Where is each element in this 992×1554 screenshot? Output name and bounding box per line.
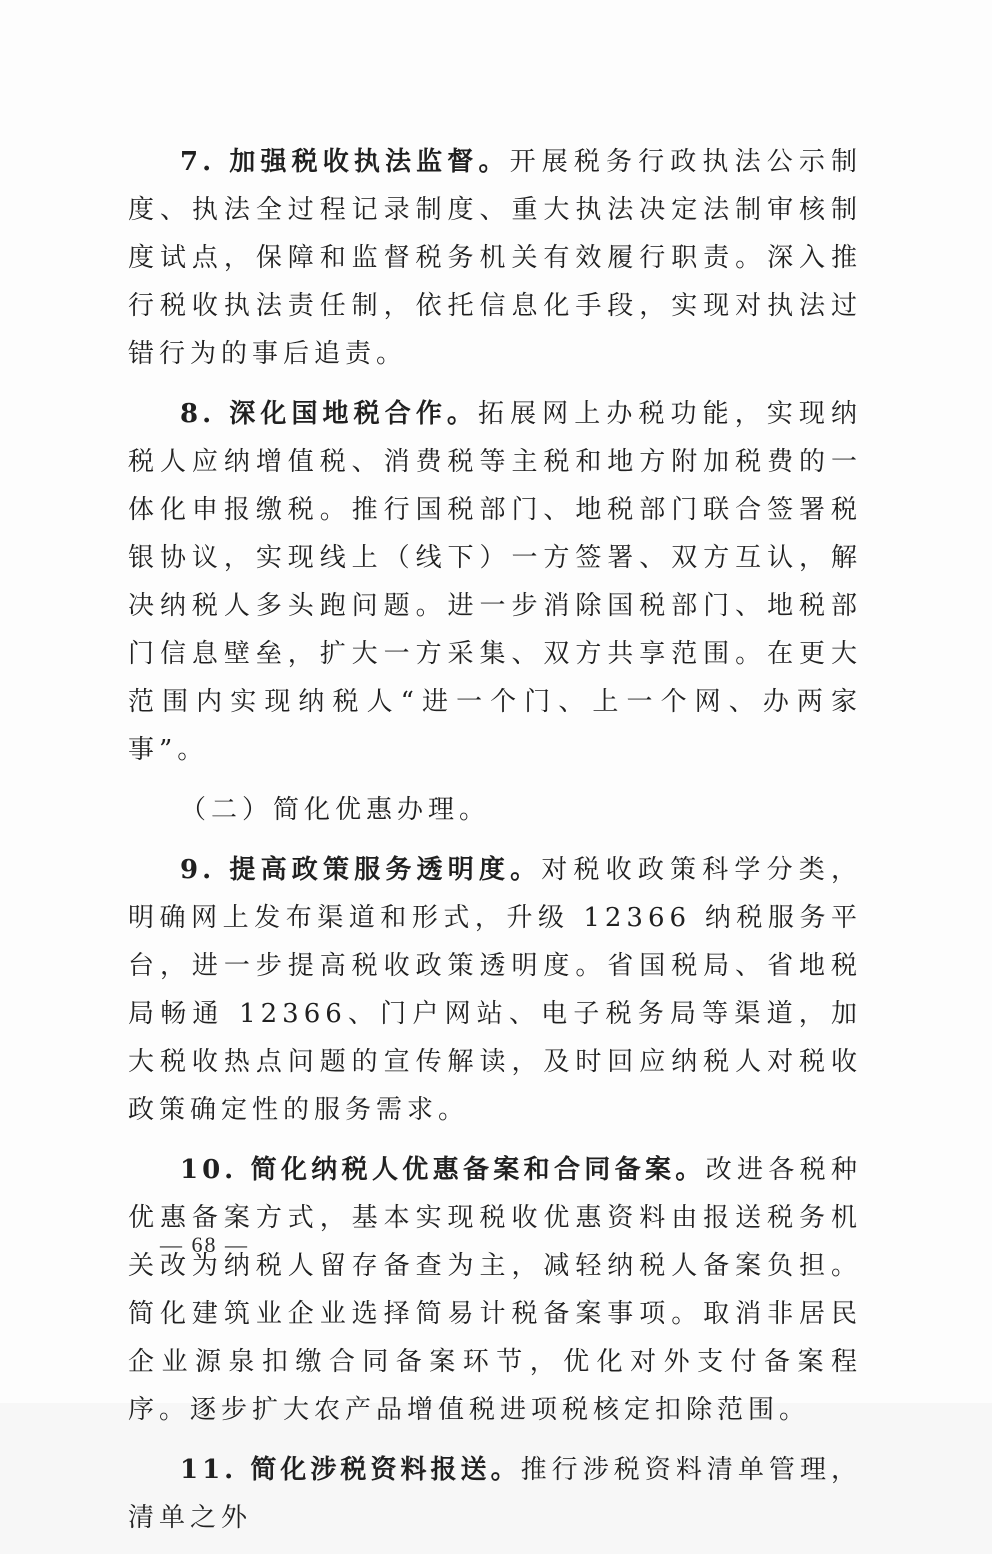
paragraph-heading: 9. 提高政策服务透明度。 (180, 855, 542, 885)
paragraph-10 (128, 1146, 862, 1434)
paragraph-text: 开展税务行政执法公示制度、执法全过程记录制度、重大执法决定法制审核制度试点，保障和监督税务机关有效履行职责。深入推行税收执法责任制，依托信息化手段，实现对执法过错行为的事后追责。 (128, 147, 862, 369)
paragraph-heading: 10. 简化纳税人优惠备案和合同备案。 (180, 1155, 706, 1185)
paragraph-text: 拓展网上办税功能，实现纳税人应纳增值税、消费税等主税和地方附加税费的一体化申报缴税。推行国税部门、地税部门联合签署税银协议，实现线上（线下）一方签署、双方互认，解决纳税人多头跑问题。进一步消除国税部门、地税部门信息壁垒，扩大一方采集、双方共享范围。在更大范围内实现纳税人“进一个门、上一个网、办两家事”。 (128, 399, 862, 765)
document-body (128, 138, 862, 1554)
paragraph-heading: 8. 深化国地税合作。 (180, 399, 478, 429)
paragraph-11 (128, 1446, 862, 1542)
page-number: — 68 — (160, 1232, 249, 1257)
paragraph-heading: 7. 加强税收执法监督。 (180, 147, 510, 177)
paragraph-8 (128, 390, 862, 774)
paragraph-text: 改进各税种优惠备案方式，基本实现税收优惠资料由报送税务机关改为纳税人留存备查为主，减轻纳税人备案负担。简化建筑业企业选择简易计税备案事项。取消非居民企业源泉扣缴合同备案环节，优化对外支付备案程序。逐步扩大农产品增值税进项税核定扣除范围。 (128, 1155, 862, 1425)
paragraph-text: 推行涉税资料清单管理，清单之外 (128, 1455, 862, 1533)
paragraph-heading: 11. 简化涉税资料报送。 (180, 1455, 521, 1485)
paragraph-text: 对税收政策科学分类，明确网上发布渠道和形式，升级 12366 纳税服务平台，进一步提高税收政策透明度。省国税局、省地税局畅通 12366、门户网站、电子税务局等渠道，加大税收热点问题的宣传解读，及时回应纳税人对税收政策确定性的服务需求。 (128, 855, 862, 1125)
paragraph-9 (128, 846, 862, 1134)
section-subheading: （二）简化优惠办理。 (180, 795, 491, 825)
paragraph-7 (128, 138, 862, 378)
